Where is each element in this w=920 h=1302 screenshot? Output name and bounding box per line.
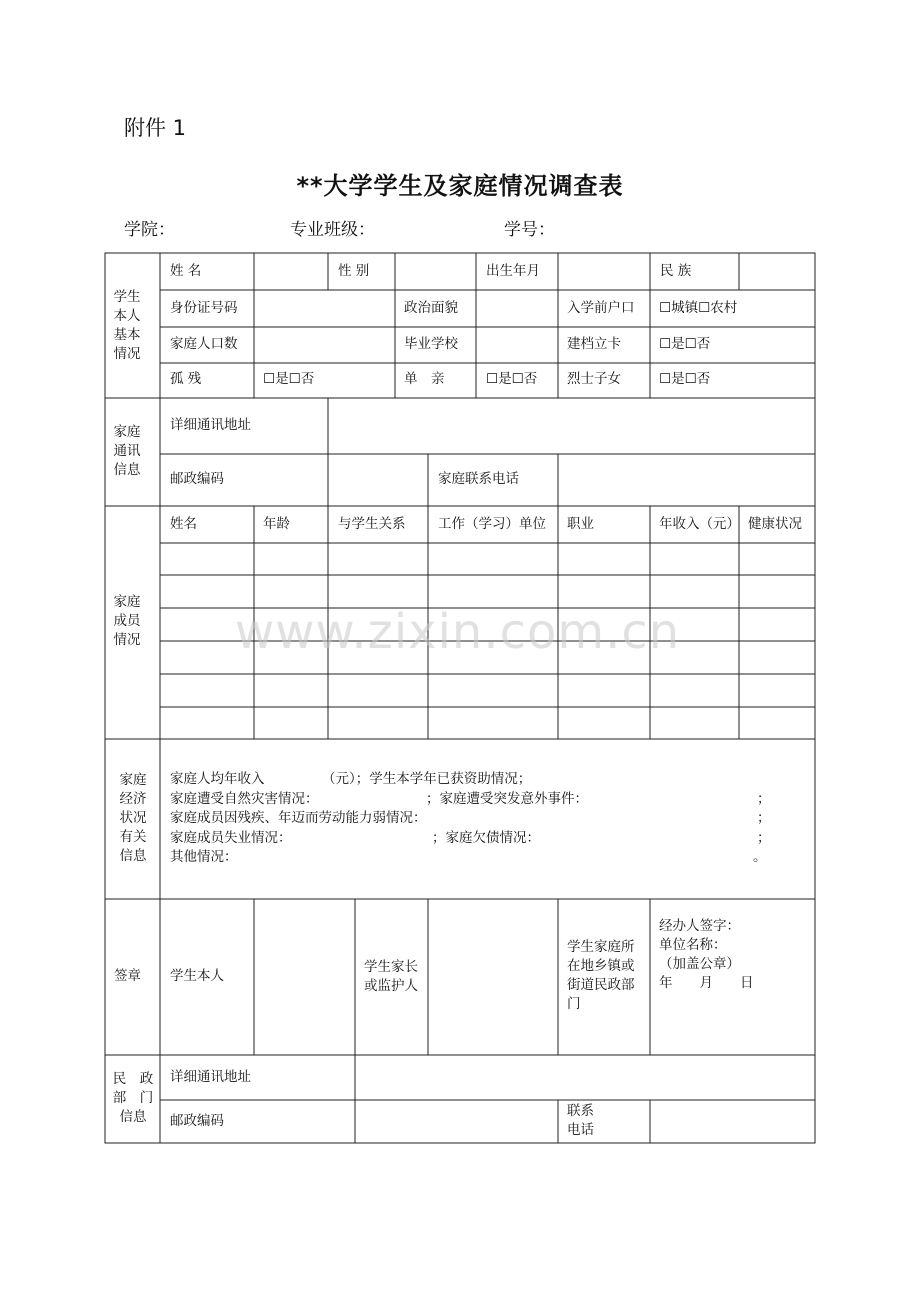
- label-single-parent: 单 亲: [404, 371, 445, 387]
- section-civil-label: 民 政 部 门 信息: [112, 1071, 154, 1125]
- label-school: 毕业学校: [404, 336, 458, 352]
- label-martyr: 烈士子女: [567, 371, 621, 387]
- single-checkboxes[interactable]: ☐是☐否: [486, 371, 538, 387]
- economy-disaster: 家庭遭受自然灾害情况：: [170, 790, 319, 807]
- label-archived: 建档立卡: [567, 336, 621, 352]
- economy-punct: ；: [757, 810, 771, 826]
- martyr-checkboxes[interactable]: ☐是☐否: [659, 371, 711, 387]
- archived-checkboxes[interactable]: ☐是☐否: [659, 336, 711, 352]
- student-id-label: 学号：: [504, 220, 555, 240]
- economy-text-block: [170, 770, 770, 868]
- label-family-phone: 家庭联系电话: [438, 471, 519, 487]
- economy-accident: ；家庭遭受突发意外事件：: [426, 790, 588, 807]
- section-contact-label: 家庭 通讯 信息: [113, 424, 141, 478]
- label-name: 姓 名: [170, 263, 202, 279]
- civil-address-label: 详细通讯地址: [170, 1069, 251, 1085]
- col-header-health: 健康状况: [748, 516, 802, 532]
- form-title: **大学学生及家庭情况调查表: [296, 172, 624, 200]
- civil-postcode-label: 邮政编码: [170, 1113, 224, 1129]
- col-header-occupation: 职业: [567, 516, 594, 532]
- section-economy-label: 家庭 经济 状况 有关 信息: [119, 772, 147, 864]
- label-postcode: 邮政编码: [170, 471, 224, 487]
- label-political: 政治面貌: [404, 300, 458, 316]
- civil-phone-label: 联系 电话: [567, 1103, 594, 1138]
- sign-civil-dept: 学生家庭所在地乡镇或街道民政部门: [567, 939, 635, 1012]
- col-header-name: 姓名: [170, 516, 197, 532]
- label-id-number: 身份证号码: [170, 300, 238, 316]
- label-ethnicity: 民 族: [660, 263, 692, 279]
- label-birth: 出生年月: [486, 263, 540, 279]
- economy-punct: 。: [753, 849, 767, 865]
- col-header-age: 年龄: [263, 516, 290, 532]
- economy-unemployment: 家庭成员失业情况：: [170, 829, 292, 846]
- economy-other: 其他情况：: [170, 849, 238, 865]
- sign-parent: 学生家长或监护人: [364, 959, 418, 994]
- sign-student: 学生本人: [170, 968, 224, 984]
- economy-disability: 家庭成员因残疾、年迈而劳动能力弱情况：: [170, 810, 427, 826]
- sign-handler: 经办人签字： 单位名称： （加盖公章） 年 月 日: [659, 918, 754, 991]
- economy-income: 家庭人均年收入: [170, 771, 265, 787]
- hukou-checkboxes[interactable]: ☐城镇☐农村: [659, 300, 738, 316]
- economy-punct: ；: [757, 790, 771, 807]
- col-header-relation: 与学生关系: [338, 516, 406, 532]
- label-address: 详细通讯地址: [170, 417, 251, 433]
- section-sign-label: 签章: [114, 968, 141, 984]
- college-label: 学院：: [124, 220, 175, 240]
- label-gender: 性 别: [338, 263, 370, 279]
- col-header-income: 年收入（元）: [659, 516, 740, 532]
- col-header-workplace: 工作（学习）单位: [438, 516, 546, 532]
- label-hukou: 入学前户口: [567, 300, 635, 316]
- major-class-label: 专业班级：: [290, 220, 375, 240]
- economy-aid: （元）；学生本学年已获资助情况；: [322, 771, 532, 787]
- economy-punct: ；: [757, 829, 771, 846]
- section-members-label: 家庭 成员 情况: [113, 594, 141, 648]
- label-orphan: 孤 残: [170, 371, 202, 387]
- orphan-checkboxes[interactable]: ☐是☐否: [263, 371, 315, 387]
- watermark: www.zixin.com.cn: [235, 604, 681, 660]
- attachment-label: 附件 1: [124, 116, 187, 140]
- economy-debt: ；家庭欠债情况：: [432, 829, 540, 846]
- section-basic-label: 学生 本人 基本 情况: [113, 289, 141, 362]
- label-family-size: 家庭人口数: [170, 336, 238, 352]
